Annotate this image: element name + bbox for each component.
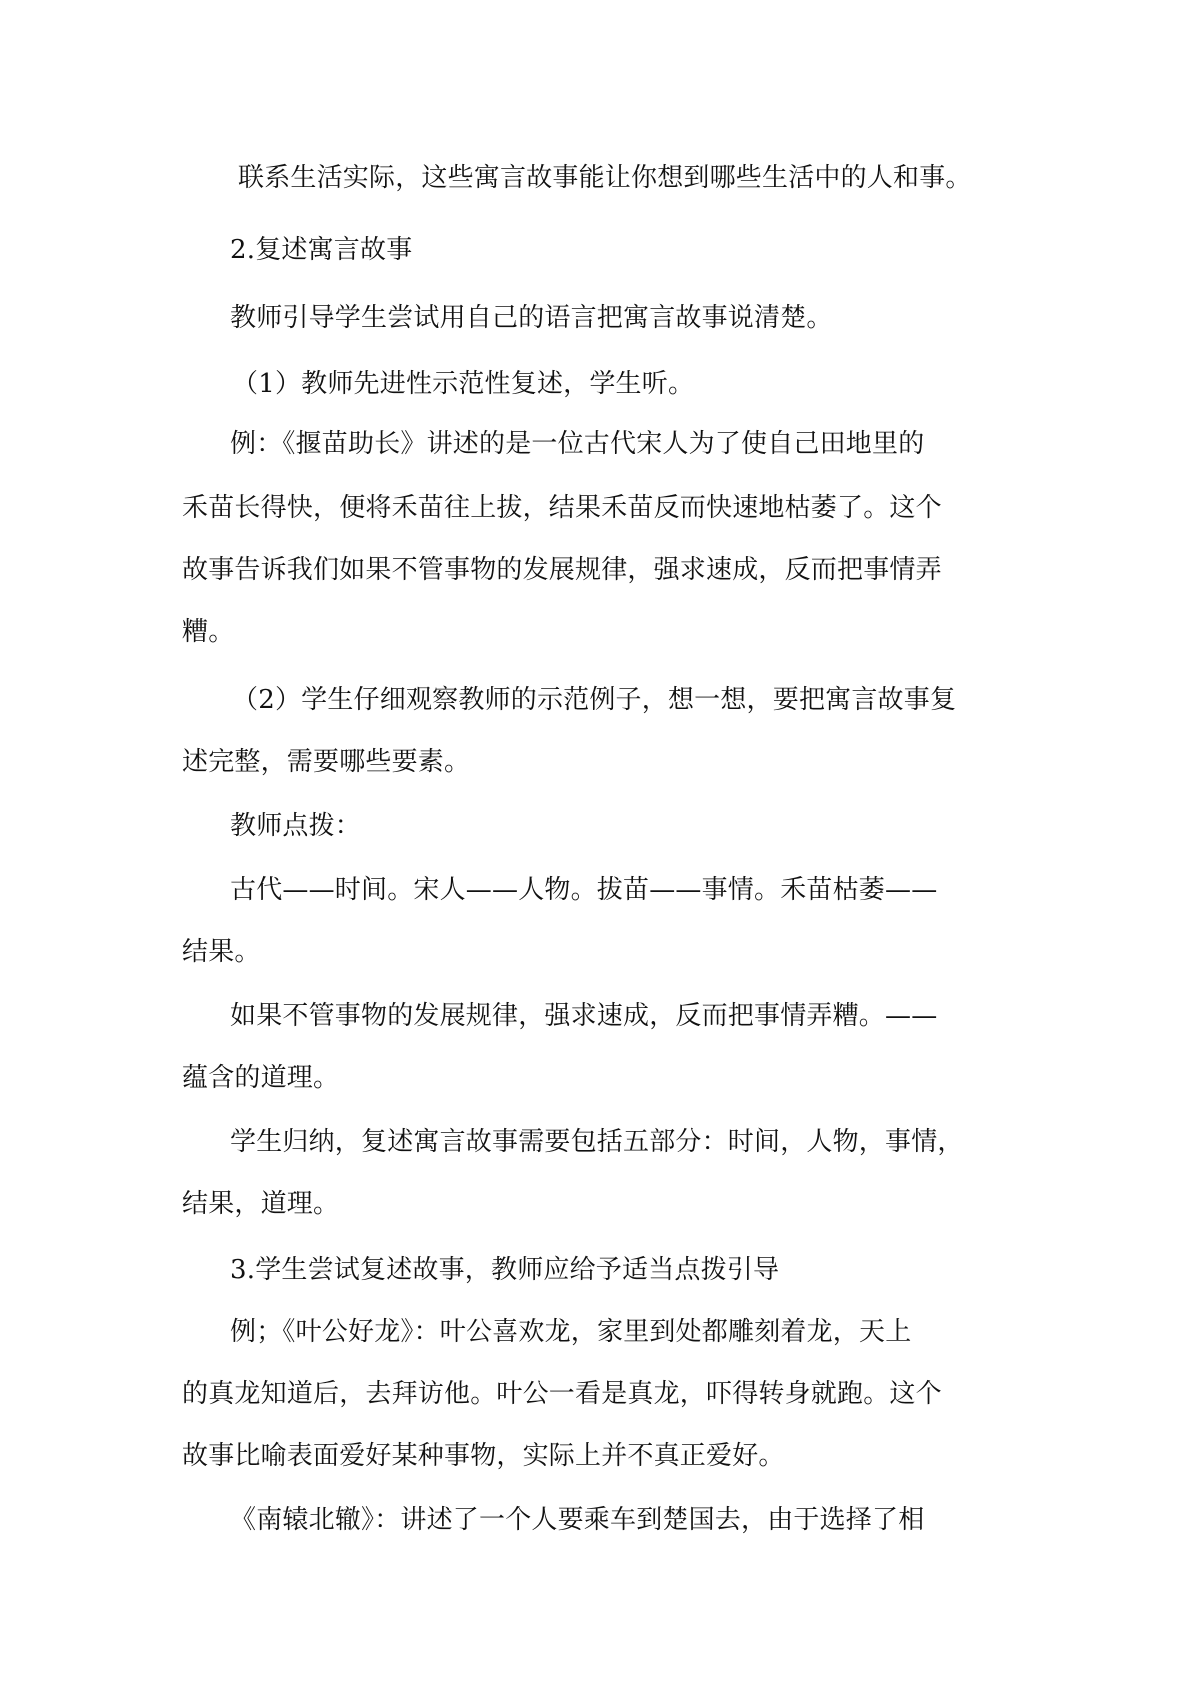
text-line-7: 故事告诉我们如果不管事物的发展规律，强求速成，反而把事情弄 xyxy=(182,555,942,585)
text-line-3: 教师引导学生尝试用自己的语言把寓言故事说清楚。 xyxy=(230,303,833,333)
text-line-5: 例：《揠苗助长》讲述的是一位古代宋人为了使自己田地里的 xyxy=(230,429,925,459)
text-line-16: 学生归纳，复述寓言故事需要包括五部分：时间，人物，事情， xyxy=(230,1127,964,1157)
text-line-8: 糟。 xyxy=(182,617,235,647)
text-line-11: 教师点拨： xyxy=(230,811,362,841)
text-line-17: 结果，道理。 xyxy=(182,1189,340,1219)
text-line-21: 故事比喻表面爱好某种事物，实际上并不真正爱好。 xyxy=(182,1441,785,1471)
text-line-4: （1）教师先进性示范性复述，学生听。 xyxy=(232,369,695,399)
text-line-6: 禾苗长得快，便将禾苗往上拔，结果禾苗反而快速地枯萎了。这个 xyxy=(182,493,942,523)
text-line-10: 述完整，需要哪些要素。 xyxy=(182,747,471,777)
text-line-20: 的真龙知道后，去拜访他。叶公一看是真龙，吓得转身就跑。这个 xyxy=(182,1379,942,1409)
text-line-12: 古代——时间。宋人——人物。拔苗——事情。禾苗枯萎—— xyxy=(230,875,938,905)
text-line-9: （2）学生仔细观察教师的示范例子，想一想，要把寓言故事复 xyxy=(232,685,957,715)
text-line-14: 如果不管事物的发展规律，强求速成，反而把事情弄糟。—— xyxy=(230,1001,938,1031)
text-line-19: 例；《叶公好龙》：叶公喜欢龙，家里到处都雕刻着龙，天上 xyxy=(230,1317,912,1347)
text-line-1: 联系生活实际，这些寓言故事能让你想到哪些生活中的人和事。 xyxy=(238,163,972,193)
text-line-15: 蕴含的道理。 xyxy=(182,1063,340,1093)
text-line-2: 2.复述寓言故事 xyxy=(230,235,413,265)
text-line-22: 《南辕北辙》：讲述了一个人要乘车到楚国去，由于选择了相 xyxy=(230,1505,925,1535)
text-line-18: 3.学生尝试复述故事，教师应给予适当点拨引导 xyxy=(230,1255,780,1285)
text-line-13: 结果。 xyxy=(182,937,261,967)
